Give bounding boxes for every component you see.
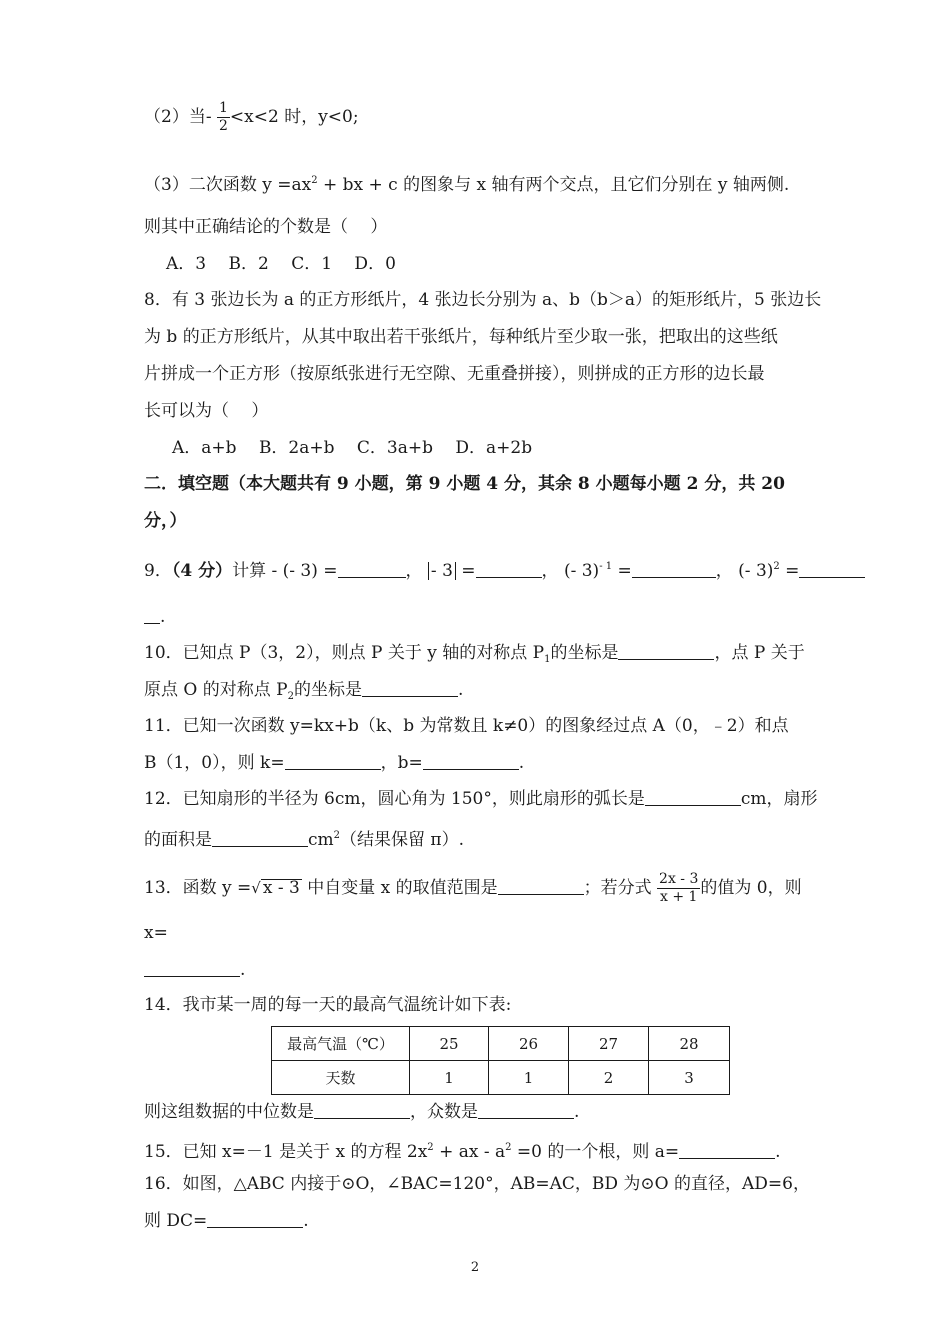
subscript: 2 — [287, 691, 294, 702]
q12-text-2-end: （结果保留 π）. — [340, 830, 465, 850]
q9-line — [144, 556, 865, 582]
q16-line-1: 16．如图，△ABC 内接于⊙O，∠BAC=120°，AB=AC，BD 为⊙O 的直径，AD=6， — [144, 1174, 810, 1194]
q9-answer-blank-2[interactable] — [476, 561, 542, 578]
sqrt-sign: √ — [251, 879, 261, 897]
q7-item2-fraction — [217, 100, 230, 135]
q12-answer-blank-area[interactable] — [212, 830, 308, 847]
q10-answer-blank-1[interactable] — [618, 643, 714, 660]
separator: ， — [715, 561, 733, 581]
q10-text: 10．已知点 P（3，2），则点 P 关于 y 轴的对称点 P — [144, 643, 545, 663]
q8-line-2: 为 b 的正方形纸片，从其中取出若干张纸片，每种纸片至少取一张，把取出的这些纸 — [144, 327, 778, 347]
q9-line-2 — [144, 606, 165, 628]
q11-answer-blank-k[interactable] — [285, 753, 381, 770]
period: . — [518, 753, 525, 773]
q13-line-1 — [144, 871, 802, 906]
q15-answer-blank-a[interactable] — [679, 1142, 775, 1159]
q11-answer-blank-b[interactable] — [423, 753, 519, 770]
subscript: 1 — [544, 654, 551, 665]
fraction-denominator: 2 — [218, 118, 228, 134]
equals: = — [455, 561, 476, 581]
table-cell: 2 — [569, 1061, 649, 1095]
separator: ， — [405, 561, 423, 581]
section-heading: 二．填空题（本大题共有 9 小题，第 9 小题 4 分，其余 8 小题每小题 2 分，共 20 — [144, 474, 785, 494]
q9-answer-blank-1[interactable] — [338, 561, 406, 578]
q11-text: B（1，0），则 k= — [144, 753, 285, 773]
table-cell: 26 — [489, 1027, 569, 1061]
q9-expr-3: (- 3) — [563, 561, 600, 581]
table-row — [272, 1027, 730, 1061]
table-cell: 25 — [410, 1027, 489, 1061]
q12-text: 12．已知扇形的半径为 6cm，圆心角为 150°，则此扇形的弧长是 — [144, 789, 645, 809]
q8-options: A．a+b B．2a+b C．3a+b D．a+2b — [172, 438, 533, 458]
q10-answer-blank-2[interactable] — [362, 680, 458, 697]
q12-line-1 — [144, 788, 818, 810]
q11-line-1: 11．已知一次函数 y=kx+b（k、b 为常数且 k≠0）的图象经过点 A（0，﹣2）和点 — [144, 716, 789, 736]
q14-text-mid: ，众数是 — [410, 1102, 478, 1122]
q14-answer-blank-median[interactable] — [314, 1102, 410, 1119]
equals: = — [612, 561, 632, 581]
q13-text-end: 的值为 0，则 — [700, 878, 802, 898]
q11-text-mid: ，b= — [380, 753, 423, 773]
q9-answer-blank-4-cont[interactable] — [144, 607, 160, 624]
q12-answer-blank-arc[interactable] — [645, 789, 741, 806]
q9-abs-expr: - 3 — [428, 562, 456, 580]
q10-line-2 — [144, 679, 463, 708]
superscript: 2 — [505, 1142, 512, 1153]
q14-ask — [144, 1101, 579, 1123]
period: . — [574, 1102, 580, 1122]
period: . — [303, 1211, 309, 1231]
q16-answer-blank-dc[interactable] — [207, 1211, 303, 1228]
q10-text-2: 原点 O 的对称点 P — [144, 680, 288, 700]
q7-item2-minus: - — [205, 107, 212, 127]
q8-line-4: 长可以为（ ） — [144, 401, 269, 421]
superscript: - 1 — [599, 561, 613, 572]
q7-item3-text: （3）二次函数 y =ax — [144, 175, 312, 195]
q16-text: 则 DC= — [144, 1211, 208, 1231]
q14-text: 则这组数据的中位数是 — [144, 1102, 314, 1122]
q9-number: 9． — [144, 561, 172, 581]
q9-answer-blank-4[interactable] — [799, 561, 865, 578]
table-cell: 27 — [569, 1027, 649, 1061]
fraction-numerator: 1 — [218, 100, 228, 116]
q10-text-2-mid: 的坐标是 — [293, 680, 362, 700]
q14-intro: 14．我市某一周的每一天的最高气温统计如下表: — [144, 995, 512, 1015]
q7-ask: 则其中正确结论的个数是（ ） — [144, 217, 388, 237]
separator: ， — [541, 561, 559, 581]
q16-line-2 — [144, 1210, 309, 1232]
q10-text-end: ，点 P 关于 — [714, 643, 805, 663]
q15-text: 15．已知 x=－1 是关于 x 的方程 2x — [144, 1142, 428, 1162]
q12-line-2 — [144, 825, 464, 851]
table-cell: 1 — [489, 1061, 569, 1095]
q7-item3 — [144, 170, 789, 196]
period: . — [240, 960, 246, 980]
table-cell: 28 — [649, 1027, 730, 1061]
table-cell: 1 — [410, 1061, 489, 1095]
section-heading-cont: 分，） — [144, 511, 187, 531]
q15-line — [144, 1137, 781, 1163]
period: . — [775, 1142, 781, 1162]
q15-text-mid: + ax - a — [433, 1142, 506, 1162]
q9-expr-1: 计算 - (- 3) = — [232, 561, 338, 581]
superscript: 2 — [773, 561, 780, 572]
page-number: 2 — [470, 1260, 480, 1275]
q13-sqrt-radicand: x - 3 — [262, 878, 300, 898]
unit: cm — [308, 830, 334, 850]
equals: = — [779, 561, 800, 581]
superscript: 2 — [427, 1142, 434, 1153]
q13-text-mid2: ；若分式 — [583, 878, 652, 898]
q7-item2-condition: <x<2 时，y<0; — [229, 107, 359, 127]
superscript: 2 — [311, 175, 318, 186]
q10-text-mid: 的坐标是 — [550, 643, 619, 663]
q13-text: 13．函数 y = — [144, 878, 252, 898]
q9-expr-4: (- 3) — [738, 561, 774, 581]
period: . — [160, 607, 166, 627]
q13-fraction — [657, 871, 700, 906]
q9-score: （4 分） — [171, 561, 233, 581]
q12-text-2: 的面积是 — [144, 830, 212, 850]
q14-answer-blank-mode[interactable] — [478, 1102, 574, 1119]
q12-text-end: cm，扇形 — [740, 789, 818, 809]
q7-item2-text: （2）当 — [144, 107, 206, 127]
q13-text-mid: 中自变量 x 的取值范围是 — [301, 878, 498, 898]
period: . — [457, 680, 464, 700]
fraction-numerator: 2x - 3 — [659, 871, 699, 887]
q15-text-end: =0 的一个根，则 a= — [511, 1142, 680, 1162]
q7-item3-text-end: + bx + c 的图象与 x 轴有两个交点，且它们分别在 y 轴两侧. — [317, 175, 790, 195]
q13-line-3 — [144, 959, 245, 981]
temperature-table — [271, 1026, 730, 1095]
table-row — [272, 1061, 730, 1095]
superscript: 2 — [333, 830, 341, 841]
q11-line-2 — [144, 752, 524, 774]
table-header-cell: 最高气温（℃） — [272, 1027, 410, 1061]
q10-line-1 — [144, 642, 805, 671]
q13-line-2: x= — [144, 923, 168, 943]
table-header-cell: 天数 — [272, 1061, 410, 1095]
q9-answer-blank-3[interactable] — [632, 561, 716, 578]
fraction-denominator: x + 1 — [660, 889, 698, 905]
q7-item2 — [144, 100, 359, 135]
q13-answer-blank-range[interactable] — [498, 878, 584, 895]
q7-options: A．3 B．2 C．1 D．0 — [166, 254, 396, 274]
q8-line-3: 片拼成一个正方形（按原纸张进行无空隙、无重叠拼接），则拼成的正方形的边长最 — [144, 364, 765, 384]
q13-answer-blank-x[interactable] — [144, 960, 240, 977]
q8-line-1: 8．有 3 张边长为 a 的正方形纸片，4 张边长分别为 a、b（b＞a）的矩形纸片，5 张边长 — [144, 290, 822, 310]
table-cell: 3 — [649, 1061, 730, 1095]
